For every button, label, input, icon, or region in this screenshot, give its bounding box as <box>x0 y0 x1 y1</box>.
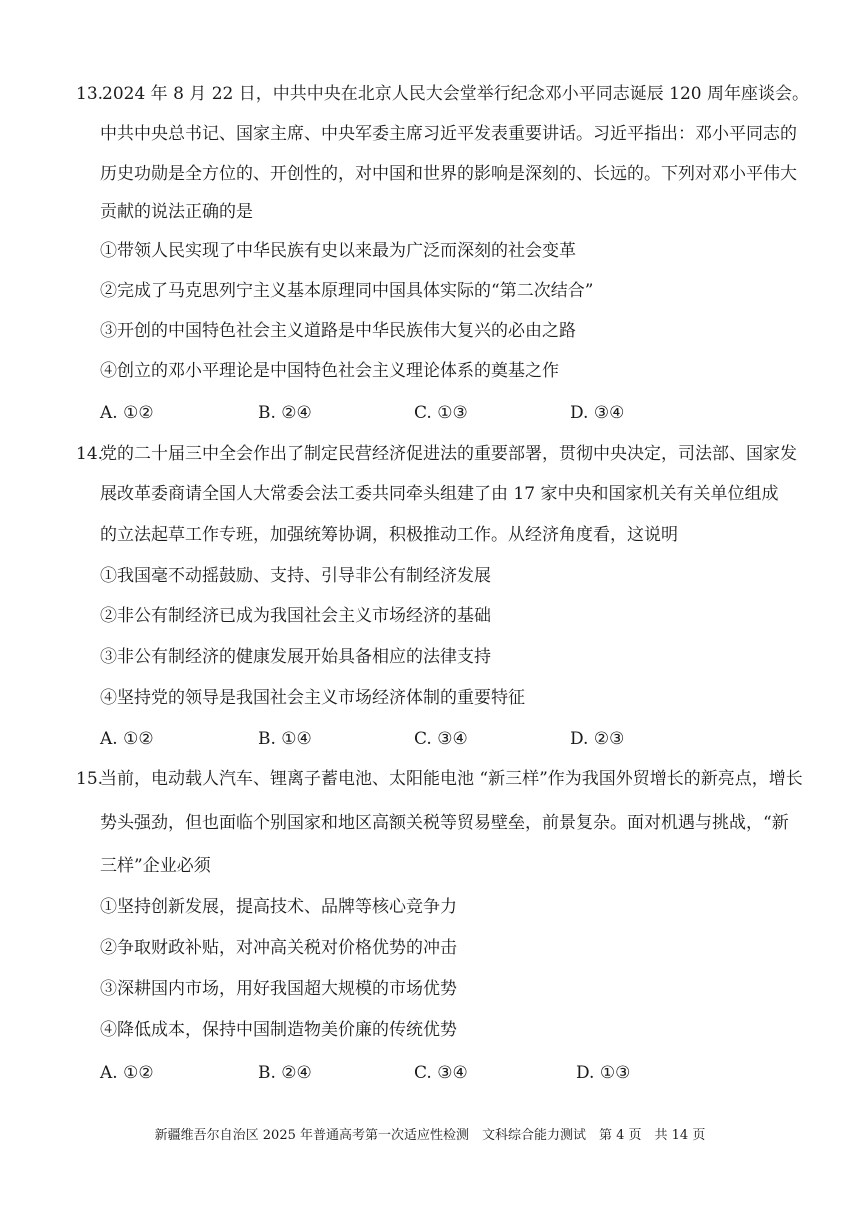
statement: ①坚持创新发展，提高技术、品牌等核心竞争力 <box>100 897 457 917</box>
statement: ①带领人民实现了中华民族有史以来最为广泛而深刻的社会变革 <box>100 241 576 261</box>
answer-choice-b: B. ②④ <box>258 1063 312 1083</box>
stem-line: 三样”企业必须 <box>100 856 211 876</box>
stem-line: 历史功勋是全方位的、开创性的，对中国和世界的影响是深刻的、长远的。下列对邓小平伟大 <box>100 164 797 184</box>
answer-choice-d: D. ①③ <box>576 1063 631 1083</box>
stem-line: 的立法起草工作专班，加强统筹协调，积极推动工作。从经济角度看，这说明 <box>100 525 678 545</box>
stem-line: 当前，电动载人汽车、锂离子蓄电池、太阳能电池 “新三样”作为我国外贸增长的新亮点，增长 <box>100 769 803 789</box>
answer-choice-b: B. ①④ <box>258 729 312 749</box>
statement: ④坚持党的领导是我国社会主义市场经济体制的重要特征 <box>100 688 525 708</box>
answer-choice-c: C. ③④ <box>414 729 468 749</box>
statement: ②争取财政补贴，对冲高关税对价格优势的冲击 <box>100 938 457 958</box>
statement: ③深耕国内市场，用好我国超大规模的市场优势 <box>100 979 457 999</box>
stem-line: 势头强劲，但也面临个别国家和地区高额关税等贸易壁垒，前景复杂。面对机遇与挑战，“新 <box>100 813 789 833</box>
answer-choice-a: A. ①② <box>100 729 154 749</box>
question-number: 13. <box>76 84 104 104</box>
answer-choice-a: A. ①② <box>100 403 154 423</box>
stem-line: 党的二十届三中全会作出了制定民营经济促进法的重要部署，贯彻中央决定，司法部、国家发 <box>100 444 797 464</box>
statement: ③开创的中国特色社会主义道路是中华民族伟大复兴的必由之路 <box>100 321 576 341</box>
answer-choice-c: C. ①③ <box>414 403 468 423</box>
stem-line: 展改革委商请全国人大常委会法工委共同牵头组建了由 17 家中央和国家机关有关单位组成 <box>100 484 779 504</box>
statement: ④降低成本，保持中国制造物美价廉的传统优势 <box>100 1020 457 1040</box>
statement: ②完成了马克思列宁主义基本原理同中国具体实际的“第二次结合” <box>100 281 594 301</box>
stem-line: 贡献的说法正确的是 <box>100 202 253 222</box>
answer-choice-d: D. ②③ <box>570 729 625 749</box>
answer-choice-a: A. ①② <box>100 1063 154 1083</box>
answer-choice-c: C. ③④ <box>414 1063 468 1083</box>
question-number: 15. <box>76 769 104 789</box>
stem-line: 2024 年 8 月 22 日，中共中央在北京人民大会堂举行纪念邓小平同志诞辰 120 周年座谈会。 <box>102 84 809 104</box>
statement: ④创立的邓小平理论是中国特色社会主义理论体系的奠基之作 <box>100 361 559 381</box>
stem-line: 中共中央总书记、国家主席、中央军委主席习近平发表重要讲话。习近平指出：邓小平同志的 <box>100 124 797 144</box>
answer-choice-d: D. ③④ <box>570 403 625 423</box>
question-number: 14. <box>76 444 104 464</box>
answer-choice-b: B. ②④ <box>258 403 312 423</box>
statement: ①我国毫不动摇鼓励、支持、引导非公有制经济发展 <box>100 566 491 586</box>
statement: ③非公有制经济的健康发展开始具备相应的法律支持 <box>100 647 491 667</box>
page-footer: 新疆维吾尔自治区 2025 年普通高考第一次适应性检测 文科综合能力测试 第 4 页 共 14 页 <box>154 1128 706 1143</box>
statement: ②非公有制经济已成为我国社会主义市场经济的基础 <box>100 606 491 626</box>
